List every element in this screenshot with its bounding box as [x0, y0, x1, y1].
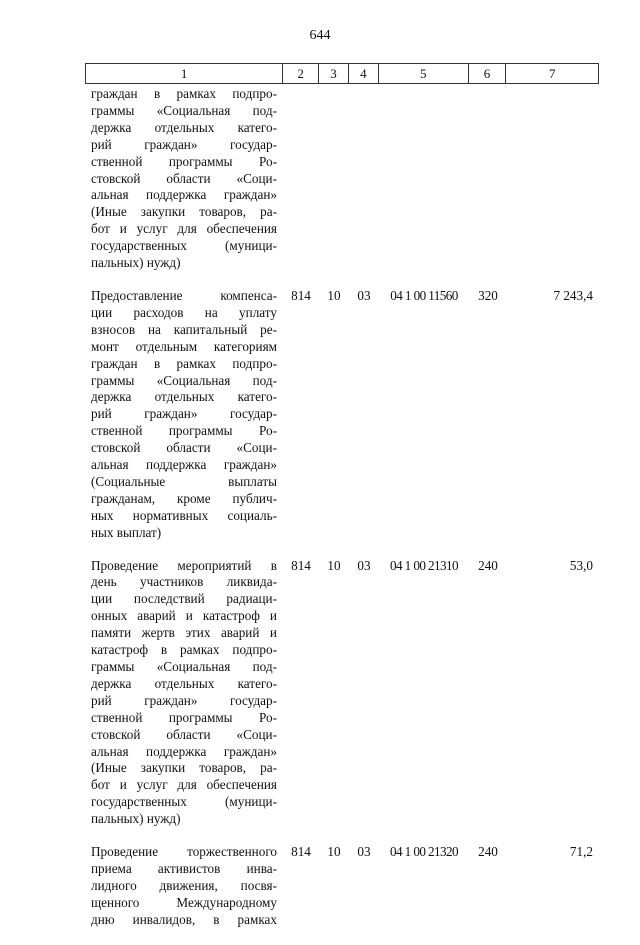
table-header	[85, 63, 599, 84]
description-line: день участников ликвида-	[91, 574, 277, 590]
ministry-code-cell: 814	[291, 557, 311, 573]
expense-type-cell: 240	[478, 557, 498, 573]
description-line: государственных (муници-	[91, 238, 277, 254]
description-line: ственной программы Ро-	[91, 153, 277, 169]
column-header-3: 3	[319, 64, 349, 83]
ministry-code-cell	[283, 86, 319, 272]
description-line: рий граждан» государ-	[91, 692, 277, 708]
column-header-4: 4	[349, 64, 379, 83]
description-line: бот и услуг для обеспечения	[91, 221, 277, 237]
description-line: государственных (муници-	[91, 794, 277, 810]
description-line: альная поддержка граждан»	[91, 187, 277, 203]
description-line: Проведение торжественного	[91, 844, 277, 860]
table-row	[85, 558, 599, 829]
description-line: альная поддержка граждан»	[91, 743, 277, 759]
amount-cell: 53,0	[569, 557, 593, 573]
description-line: Предоставление компенса-	[91, 287, 277, 303]
description-line: (Социальные выплаты	[91, 473, 277, 489]
column-header-7: 7	[548, 65, 556, 81]
description-line: бот и услуг для обеспечения	[91, 777, 277, 793]
description-line: гражданам, кроме публич-	[91, 490, 277, 506]
description-line: ных выплат)	[91, 524, 162, 540]
column-header-1: 1	[86, 64, 283, 83]
description-line: граммы «Социальная под-	[91, 102, 277, 118]
description-line: Проведение мероприятий в	[91, 557, 277, 573]
column-header-2: 2	[283, 64, 319, 83]
column-header-6: 6	[469, 64, 507, 83]
subsection-code-cell: 03	[357, 287, 371, 303]
table-row	[85, 844, 599, 929]
description-cell	[85, 844, 283, 929]
expense-type-cell	[469, 86, 507, 272]
description-line: (Иные закупки товаров, ра-	[91, 760, 277, 776]
subsection-code-cell: 03	[357, 844, 371, 860]
section-code-cell: 10	[327, 287, 341, 303]
description-line: онных аварий и катастроф и	[91, 608, 277, 624]
ministry-code-cell: 814	[291, 844, 311, 860]
description-line: пальных) нужд)	[91, 811, 181, 827]
description-line: ции расходов на уплату	[91, 304, 277, 320]
description-line: стовской области «Соци-	[91, 170, 277, 186]
description-line: лидного движения, посвя-	[91, 877, 277, 893]
table-row	[85, 86, 599, 272]
description-line: стовской области «Соци-	[91, 726, 277, 742]
description-line: приема активистов инва-	[91, 860, 277, 876]
subsection-code-cell: 03	[357, 557, 371, 573]
description-line: монт отдельным категориям	[91, 338, 277, 354]
description-line: взносов на капитальный ре-	[91, 321, 277, 337]
amount-cell	[507, 86, 599, 272]
description-line: пальных) нужд)	[91, 255, 181, 271]
target-article-cell: 04 1 00 11560	[390, 287, 458, 303]
description-line: граждан в рамках подпро-	[91, 355, 277, 371]
description-line: ственной программы Ро-	[91, 709, 277, 725]
description-line: граждан в рамках подпро-	[91, 86, 277, 101]
description-line: ственной программы Ро-	[91, 423, 277, 439]
expense-type-cell: 240	[478, 844, 498, 860]
description-cell	[85, 288, 283, 542]
description-line: ных нормативных социаль-	[91, 507, 277, 523]
description-line: рий граждан» государ-	[91, 406, 277, 422]
description-line: граммы «Социальная под-	[91, 372, 277, 388]
description-line: держка отдельных катего-	[91, 675, 277, 691]
description-line: держка отдельных катего-	[91, 119, 277, 135]
amount-cell: 71,2	[569, 844, 593, 860]
subsection-code-cell	[349, 86, 379, 272]
description-line: дню инвалидов, в рамках	[91, 911, 277, 927]
section-code-cell	[319, 86, 349, 272]
target-article-cell	[379, 86, 469, 272]
description-line: рий граждан» государ-	[91, 136, 277, 152]
section-code-cell: 10	[327, 844, 341, 860]
description-line: ции последствий радиаци-	[91, 591, 277, 607]
description-line: держка отдельных катего-	[91, 389, 277, 405]
column-header-5: 5	[379, 64, 469, 83]
expense-type-cell: 320	[478, 287, 498, 303]
ministry-code-cell: 814	[291, 287, 311, 303]
description-line: памяти жертв этих аварий и	[91, 625, 277, 641]
description-line: альная поддержка граждан»	[91, 457, 277, 473]
table-body	[85, 86, 599, 945]
description-line: граммы «Социальная под-	[91, 659, 277, 674]
description-cell	[85, 86, 283, 272]
description-line: щенного Международному	[91, 894, 277, 910]
page-number: 644	[309, 28, 331, 43]
description-line: катастроф в рамках подпро-	[91, 642, 277, 658]
target-article-cell: 04 1 00 21310	[389, 557, 459, 573]
target-article-cell: 04 1 00 21320	[389, 844, 459, 860]
amount-cell: 7 243,4	[553, 287, 593, 303]
description-line: (Иные закупки товаров, ра-	[91, 204, 277, 220]
table-row	[85, 288, 599, 542]
section-code-cell: 10	[327, 557, 341, 573]
description-cell	[85, 558, 283, 829]
description-line: стовской области «Соци-	[91, 440, 277, 456]
